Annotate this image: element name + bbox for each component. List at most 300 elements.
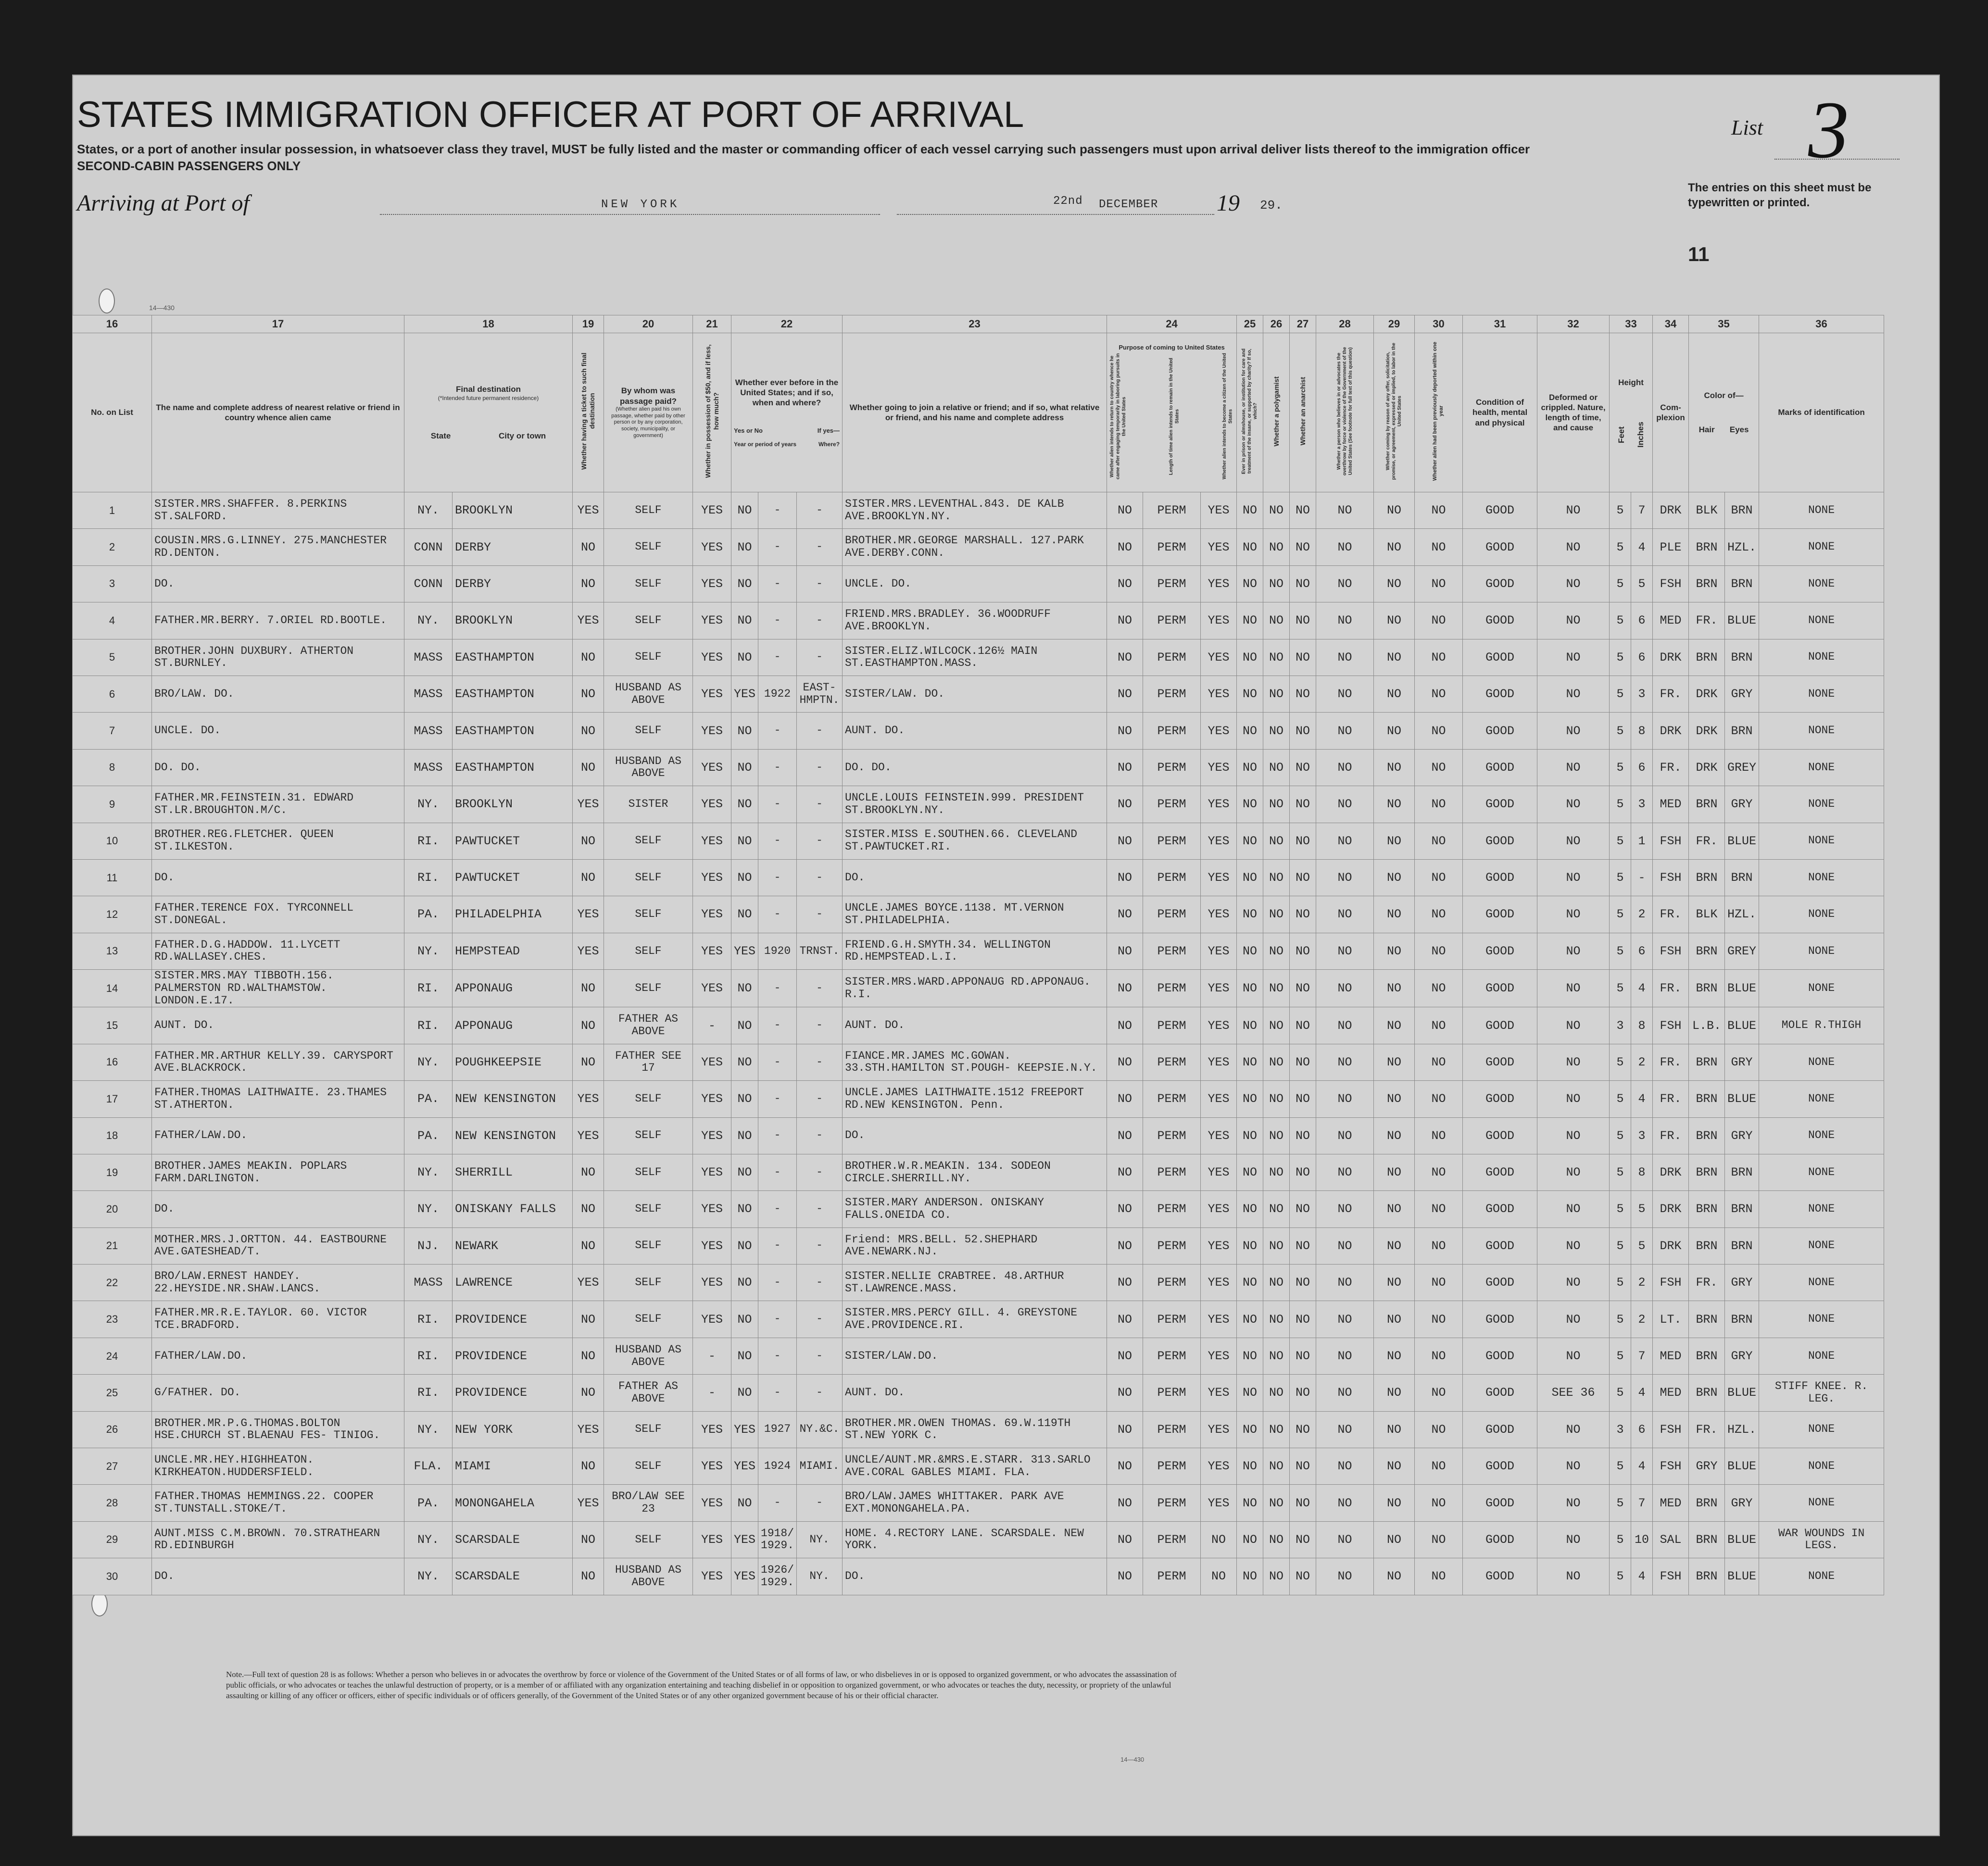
passenger-row bbox=[73, 859, 1884, 896]
cell-fifty: YES bbox=[693, 970, 731, 1007]
cell-hair: BRN bbox=[1689, 1375, 1725, 1411]
cell-hair: BRN bbox=[1689, 1558, 1725, 1595]
cell-where: - bbox=[797, 1044, 843, 1080]
header-nearest-relative: The name and complete address of nearest relative or friend in country whence alien came bbox=[152, 333, 404, 492]
cell-paid: SELF bbox=[604, 1411, 693, 1448]
form-title: STATES IMMIGRATION OFFICER AT PORT OF ARRIVAL bbox=[77, 94, 1024, 135]
header-height: Height Feet Inches bbox=[1610, 333, 1653, 492]
cell-anarchist: NO bbox=[1290, 896, 1316, 933]
cell-p-length: PERM bbox=[1143, 1411, 1201, 1448]
cell-health: GOOD bbox=[1463, 1448, 1537, 1485]
cell-paid: SELF bbox=[604, 970, 693, 1007]
cell-anarchist: NO bbox=[1290, 859, 1316, 896]
cell-marks: NONE bbox=[1759, 749, 1884, 786]
cell-q29: NO bbox=[1374, 1521, 1415, 1558]
cell-before: NO bbox=[731, 1375, 758, 1411]
cell-polygamist: NO bbox=[1263, 1227, 1290, 1264]
cell-q28: NO bbox=[1316, 970, 1374, 1007]
cell-relative: G/FATHER. DO. bbox=[152, 1375, 404, 1411]
cell-p-length: PERM bbox=[1143, 933, 1201, 969]
cell-paid: SELF bbox=[604, 1191, 693, 1227]
cell-p-length: PERM bbox=[1143, 529, 1201, 565]
cell-p-citizen: YES bbox=[1201, 713, 1237, 749]
cell-anarchist: NO bbox=[1290, 1117, 1316, 1154]
cell-q29: NO bbox=[1374, 1338, 1415, 1374]
cell-hair: BRN bbox=[1689, 859, 1725, 896]
cell-inches: 10 bbox=[1631, 1521, 1653, 1558]
cell-paid: FATHER SEE 17 bbox=[604, 1044, 693, 1080]
header-if-yes: If yes— bbox=[817, 427, 840, 435]
cell-q30: NO bbox=[1415, 859, 1463, 896]
cell-fifty: YES bbox=[693, 749, 731, 786]
passenger-row bbox=[73, 1411, 1884, 1448]
cell-hair: BRN bbox=[1689, 529, 1725, 565]
cell-deformed: NO bbox=[1537, 1044, 1610, 1080]
cell-feet: 5 bbox=[1610, 1485, 1631, 1521]
header-possession-50: Whether in possession of $50, and if less, how much? bbox=[693, 333, 731, 492]
cell-paid: FATHER AS ABOVE bbox=[604, 1007, 693, 1044]
cell-prison: NO bbox=[1237, 713, 1263, 749]
cell-fifty: YES bbox=[693, 786, 731, 823]
cell-p-length: PERM bbox=[1143, 1117, 1201, 1154]
cell-where: - bbox=[797, 1375, 843, 1411]
cell-ticket: NO bbox=[573, 1191, 604, 1227]
passenger-row bbox=[73, 1044, 1884, 1080]
cell-polygamist: NO bbox=[1263, 933, 1290, 969]
cell-hair: BRN bbox=[1689, 639, 1725, 676]
cell-relative: BRO/LAW.ERNEST HANDEY. 22.HEYSIDE.NR.SHAW.LANCS. bbox=[152, 1265, 404, 1301]
cell-q29: NO bbox=[1374, 1081, 1415, 1117]
cell-ticket: YES bbox=[573, 602, 604, 639]
cell-state: NY. bbox=[404, 933, 453, 969]
cell-marks: WAR WOUNDS IN LEGS. bbox=[1759, 1521, 1884, 1558]
cell-hair: GRY bbox=[1689, 1448, 1725, 1485]
column-number: 23 bbox=[843, 315, 1107, 333]
cell-polygamist: NO bbox=[1263, 859, 1290, 896]
cell-marks: NONE bbox=[1759, 1191, 1884, 1227]
final-destination-label: Final destination bbox=[455, 385, 521, 394]
cell-period: - bbox=[758, 1301, 797, 1338]
column-number: 32 bbox=[1537, 315, 1610, 333]
cell-no: 3 bbox=[73, 565, 152, 602]
cell-q28: NO bbox=[1316, 1117, 1374, 1154]
cell-state: PA. bbox=[404, 1485, 453, 1521]
cell-state: NY. bbox=[404, 1191, 453, 1227]
cell-prison: NO bbox=[1237, 1411, 1263, 1448]
cell-join: DO. DO. bbox=[843, 749, 1107, 786]
cell-deformed: NO bbox=[1537, 749, 1610, 786]
cell-p-length: PERM bbox=[1143, 676, 1201, 712]
header-ticket: Whether having a ticket to such final destination bbox=[573, 333, 604, 492]
cell-p-length: PERM bbox=[1143, 713, 1201, 749]
cell-before: NO bbox=[731, 786, 758, 823]
cell-paid: SELF bbox=[604, 1081, 693, 1117]
cell-q30: NO bbox=[1415, 1558, 1463, 1595]
passenger-class-note: SECOND-CABIN PASSENGERS ONLY bbox=[77, 159, 301, 173]
cell-complexion: FSH bbox=[1653, 565, 1689, 602]
cell-polygamist: NO bbox=[1263, 786, 1290, 823]
cell-where: - bbox=[797, 1081, 843, 1117]
cell-q30: NO bbox=[1415, 933, 1463, 969]
cell-prison: NO bbox=[1237, 1485, 1263, 1521]
cell-q30: NO bbox=[1415, 1301, 1463, 1338]
cell-before: NO bbox=[731, 896, 758, 933]
cell-inches: 3 bbox=[1631, 786, 1653, 823]
cell-inches: 5 bbox=[1631, 1227, 1653, 1264]
cell-p-citizen: YES bbox=[1201, 1191, 1237, 1227]
cell-join: BRO/LAW.JAMES WHITTAKER. PARK AVE EXT.MONONGAHELA.PA. bbox=[843, 1485, 1107, 1521]
cell-period: - bbox=[758, 1375, 797, 1411]
column-number: 16 bbox=[73, 315, 152, 333]
column-number: 26 bbox=[1263, 315, 1290, 333]
cell-ticket: NO bbox=[573, 713, 604, 749]
cell-period: - bbox=[758, 896, 797, 933]
cell-p-citizen: YES bbox=[1201, 970, 1237, 1007]
cell-deformed: NO bbox=[1537, 1448, 1610, 1485]
cell-fifty: YES bbox=[693, 859, 731, 896]
cell-q28: NO bbox=[1316, 639, 1374, 676]
cell-ticket: NO bbox=[573, 970, 604, 1007]
cell-q28: NO bbox=[1316, 1558, 1374, 1595]
form-instructions: States, or a port of another insular possession, in whatsoever class they travel, MUST be fully listed and the master or commanding officer of each vessel carrying such passengers must upon arrival deliver lists thereof to the immigration officer bbox=[77, 142, 1530, 156]
cell-polygamist: NO bbox=[1263, 529, 1290, 565]
column-number: 22 bbox=[731, 315, 843, 333]
cell-health: GOOD bbox=[1463, 1521, 1537, 1558]
cell-health: GOOD bbox=[1463, 859, 1537, 896]
cell-polygamist: NO bbox=[1263, 1558, 1290, 1595]
header-question-28: Whether a person who believes in or advocates the overthrow by force or violence of the Government of the United States (See footnote for full text of this question) bbox=[1316, 333, 1374, 492]
passenger-row bbox=[73, 1007, 1884, 1044]
cell-where: - bbox=[797, 1227, 843, 1264]
cell-period: - bbox=[758, 1265, 797, 1301]
cell-period: - bbox=[758, 1191, 797, 1227]
cell-period: 1918/ 1929. bbox=[758, 1521, 797, 1558]
cell-q29: NO bbox=[1374, 1007, 1415, 1044]
cell-deformed: NO bbox=[1537, 1521, 1610, 1558]
cell-marks: NONE bbox=[1759, 896, 1884, 933]
cell-anarchist: NO bbox=[1290, 1007, 1316, 1044]
cell-relative: BROTHER.REG.FLETCHER. QUEEN ST.ILKESTON. bbox=[152, 823, 404, 859]
cell-prison: NO bbox=[1237, 1227, 1263, 1264]
cell-feet: 5 bbox=[1610, 1301, 1631, 1338]
header-year-period: Year or period of years bbox=[734, 440, 797, 448]
header-passage-paid: By whom was passage paid? (Whether alien paid his own passage, whether paid by other person or by any corporation, society, municipality, or government) bbox=[604, 333, 693, 492]
cell-p-return: NO bbox=[1107, 823, 1143, 859]
cell-where: - bbox=[797, 1117, 843, 1154]
cell-period: - bbox=[758, 786, 797, 823]
cell-inches: 3 bbox=[1631, 676, 1653, 712]
cell-relative: FATHER.THOMAS HEMMINGS.22. COOPER ST.TUNSTALL.STOKE/T. bbox=[152, 1485, 404, 1521]
cell-p-length: PERM bbox=[1143, 1485, 1201, 1521]
cell-anarchist: NO bbox=[1290, 492, 1316, 529]
cell-health: GOOD bbox=[1463, 529, 1537, 565]
cell-fifty: YES bbox=[693, 1154, 731, 1190]
header-condition: Condition of health, mental and physical bbox=[1463, 333, 1537, 492]
cell-p-length: PERM bbox=[1143, 565, 1201, 602]
passenger-row bbox=[73, 1191, 1884, 1227]
cell-p-return: NO bbox=[1107, 1375, 1143, 1411]
cell-p-citizen: YES bbox=[1201, 1117, 1237, 1154]
cell-q30: NO bbox=[1415, 1375, 1463, 1411]
cell-deformed: NO bbox=[1537, 1227, 1610, 1264]
cell-no: 6 bbox=[73, 676, 152, 712]
cell-state: FLA. bbox=[404, 1448, 453, 1485]
cell-feet: 5 bbox=[1610, 1338, 1631, 1374]
cell-p-citizen: YES bbox=[1201, 749, 1237, 786]
cell-city: DERBY bbox=[453, 565, 573, 602]
cell-hair: FR. bbox=[1689, 1411, 1725, 1448]
cell-city: DERBY bbox=[453, 529, 573, 565]
cell-state: RI. bbox=[404, 970, 453, 1007]
cell-state: NY. bbox=[404, 1521, 453, 1558]
cell-period: - bbox=[758, 1485, 797, 1521]
passenger-rows bbox=[73, 492, 1884, 1595]
cell-relative: FATHER.MR.BERRY. 7.ORIEL RD.BOOTLE. bbox=[152, 602, 404, 639]
cell-prison: NO bbox=[1237, 1558, 1263, 1595]
cell-marks: NONE bbox=[1759, 1485, 1884, 1521]
cell-q29: NO bbox=[1374, 1375, 1415, 1411]
cell-deformed: NO bbox=[1537, 1007, 1610, 1044]
cell-health: GOOD bbox=[1463, 933, 1537, 969]
cell-no: 13 bbox=[73, 933, 152, 969]
cell-before: NO bbox=[731, 529, 758, 565]
year-prefix: 19 bbox=[1217, 190, 1240, 216]
cell-complexion: FR. bbox=[1653, 896, 1689, 933]
cell-hair: BRN bbox=[1689, 1191, 1725, 1227]
port-value: NEW YORK bbox=[601, 198, 680, 211]
cell-marks: NONE bbox=[1759, 565, 1884, 602]
cell-q28: NO bbox=[1316, 1485, 1374, 1521]
header-complexion: Com-plexion bbox=[1653, 333, 1689, 492]
cell-prison: NO bbox=[1237, 1007, 1263, 1044]
sheet-number: 11 bbox=[1688, 243, 1710, 265]
cell-city: MONONGAHELA bbox=[453, 1485, 573, 1521]
cell-paid: SELF bbox=[604, 1448, 693, 1485]
cell-where: - bbox=[797, 565, 843, 602]
cell-deformed: SEE 36 bbox=[1537, 1375, 1610, 1411]
cell-no: 24 bbox=[73, 1338, 152, 1374]
header-polygamist: Whether a polygamist bbox=[1263, 333, 1290, 492]
cell-q28: NO bbox=[1316, 676, 1374, 712]
cell-period: - bbox=[758, 1007, 797, 1044]
cell-p-citizen: YES bbox=[1201, 639, 1237, 676]
cell-hair: DRK bbox=[1689, 749, 1725, 786]
cell-feet: 5 bbox=[1610, 529, 1631, 565]
cell-q29: NO bbox=[1374, 639, 1415, 676]
passenger-row bbox=[73, 1485, 1884, 1521]
cell-feet: 5 bbox=[1610, 1044, 1631, 1080]
cell-prison: NO bbox=[1237, 602, 1263, 639]
cell-feet: 5 bbox=[1610, 676, 1631, 712]
cell-complexion: MED bbox=[1653, 1375, 1689, 1411]
cell-city: NEW KENSINGTON bbox=[453, 1081, 573, 1117]
cell-p-return: NO bbox=[1107, 970, 1143, 1007]
cell-complexion: MED bbox=[1653, 602, 1689, 639]
cell-join: UNCLE.JAMES BOYCE.1138. MT.VERNON ST.PHILADELPHIA. bbox=[843, 896, 1107, 933]
cell-paid: SELF bbox=[604, 1521, 693, 1558]
cell-paid: SELF bbox=[604, 1117, 693, 1154]
cell-polygamist: NO bbox=[1263, 1117, 1290, 1154]
cell-city: PAWTUCKET bbox=[453, 859, 573, 896]
cell-q29: NO bbox=[1374, 896, 1415, 933]
cell-ticket: YES bbox=[573, 896, 604, 933]
cell-marks: NONE bbox=[1759, 1117, 1884, 1154]
cell-period: - bbox=[758, 1044, 797, 1080]
cell-state: RI. bbox=[404, 1338, 453, 1374]
cell-inches: 8 bbox=[1631, 713, 1653, 749]
passenger-row bbox=[73, 565, 1884, 602]
passenger-row bbox=[73, 1558, 1884, 1595]
cell-prison: NO bbox=[1237, 1521, 1263, 1558]
cell-p-return: NO bbox=[1107, 1558, 1143, 1595]
cell-polygamist: NO bbox=[1263, 713, 1290, 749]
cell-p-return: NO bbox=[1107, 933, 1143, 969]
cell-where: MIAMI. bbox=[797, 1448, 843, 1485]
cell-eyes: HZL. bbox=[1725, 896, 1759, 933]
cell-fifty: - bbox=[693, 1338, 731, 1374]
cell-p-return: NO bbox=[1107, 565, 1143, 602]
cell-hair: BLK bbox=[1689, 492, 1725, 529]
cell-feet: 5 bbox=[1610, 823, 1631, 859]
cell-relative: DO. bbox=[152, 859, 404, 896]
cell-hair: BRN bbox=[1689, 1154, 1725, 1190]
cell-q29: NO bbox=[1374, 1227, 1415, 1264]
cell-city: LAWRENCE bbox=[453, 1265, 573, 1301]
cell-p-length: PERM bbox=[1143, 1265, 1201, 1301]
column-number: 36 bbox=[1759, 315, 1884, 333]
cell-marks: NONE bbox=[1759, 823, 1884, 859]
cell-fifty: YES bbox=[693, 529, 731, 565]
cell-fifty: YES bbox=[693, 823, 731, 859]
passenger-row bbox=[73, 1375, 1884, 1411]
cell-polygamist: NO bbox=[1263, 1007, 1290, 1044]
cell-paid: SELF bbox=[604, 1301, 693, 1338]
cell-city: APPONAUG bbox=[453, 1007, 573, 1044]
cell-where: - bbox=[797, 786, 843, 823]
column-number: 25 bbox=[1237, 315, 1263, 333]
cell-marks: NONE bbox=[1759, 1338, 1884, 1374]
cell-paid: HUSBAND AS ABOVE bbox=[604, 1558, 693, 1595]
cell-state: NY. bbox=[404, 1154, 453, 1190]
cell-inches: 8 bbox=[1631, 1007, 1653, 1044]
cell-period: - bbox=[758, 565, 797, 602]
cell-p-return: NO bbox=[1107, 1411, 1143, 1448]
cell-feet: 5 bbox=[1610, 859, 1631, 896]
cell-p-citizen: YES bbox=[1201, 1265, 1237, 1301]
cell-before: NO bbox=[731, 1081, 758, 1117]
cell-before: NO bbox=[731, 859, 758, 896]
passenger-row bbox=[73, 933, 1884, 969]
cell-paid: SELF bbox=[604, 1154, 693, 1190]
cell-p-return: NO bbox=[1107, 1448, 1143, 1485]
cell-feet: 5 bbox=[1610, 565, 1631, 602]
cell-before: NO bbox=[731, 1154, 758, 1190]
cell-health: GOOD bbox=[1463, 565, 1537, 602]
cell-anarchist: NO bbox=[1290, 1448, 1316, 1485]
cell-q29: NO bbox=[1374, 713, 1415, 749]
cell-relative: COUSIN.MRS.G.LINNEY. 275.MANCHESTER RD.DENTON. bbox=[152, 529, 404, 565]
cell-q30: NO bbox=[1415, 565, 1463, 602]
cell-state: NJ. bbox=[404, 1227, 453, 1264]
cell-deformed: NO bbox=[1537, 896, 1610, 933]
cell-health: GOOD bbox=[1463, 786, 1537, 823]
cell-marks: NONE bbox=[1759, 492, 1884, 529]
cell-p-citizen: YES bbox=[1201, 823, 1237, 859]
cell-q28: NO bbox=[1316, 823, 1374, 859]
cell-before: NO bbox=[731, 1117, 758, 1154]
cell-health: GOOD bbox=[1463, 639, 1537, 676]
cell-hair: BRN bbox=[1689, 1301, 1725, 1338]
cell-prison: NO bbox=[1237, 1375, 1263, 1411]
cell-p-length: PERM bbox=[1143, 1338, 1201, 1374]
cell-hair: DRK bbox=[1689, 676, 1725, 712]
header-inches: Inches bbox=[1636, 421, 1645, 448]
cell-deformed: NO bbox=[1537, 529, 1610, 565]
cell-inches: 4 bbox=[1631, 1081, 1653, 1117]
cell-inches: 6 bbox=[1631, 933, 1653, 969]
cell-city: PROVIDENCE bbox=[453, 1301, 573, 1338]
cell-fifty: YES bbox=[693, 1191, 731, 1227]
cell-ticket: NO bbox=[573, 1558, 604, 1595]
form-code: 14—430 bbox=[149, 304, 175, 312]
cell-fifty: YES bbox=[693, 1044, 731, 1080]
cell-deformed: NO bbox=[1537, 970, 1610, 1007]
cell-join: FIANCE.MR.JAMES MC.GOWAN. 33.STH.HAMILTON ST.POUGH- KEEPSIE.N.Y. bbox=[843, 1044, 1107, 1080]
cell-p-citizen: YES bbox=[1201, 786, 1237, 823]
cell-join: UNCLE.JAMES LAITHWAITE.1512 FREEPORT RD.NEW KENSINGTON. Penn. bbox=[843, 1081, 1107, 1117]
cell-fifty: YES bbox=[693, 1485, 731, 1521]
cell-ticket: NO bbox=[573, 1448, 604, 1485]
passenger-row bbox=[73, 1117, 1884, 1154]
cell-health: GOOD bbox=[1463, 1007, 1537, 1044]
cell-health: GOOD bbox=[1463, 1411, 1537, 1448]
cell-join: DO. bbox=[843, 1558, 1107, 1595]
cell-q28: NO bbox=[1316, 1154, 1374, 1190]
cell-no: 16 bbox=[73, 1044, 152, 1080]
cell-health: GOOD bbox=[1463, 1191, 1537, 1227]
cell-p-return: NO bbox=[1107, 1338, 1143, 1374]
cell-eyes: HZL. bbox=[1725, 529, 1759, 565]
cell-hair: FR. bbox=[1689, 823, 1725, 859]
cell-period: - bbox=[758, 492, 797, 529]
cell-inches: 2 bbox=[1631, 1301, 1653, 1338]
cell-join: SISTER.ELIZ.WILCOCK.126½ MAIN ST.EASTHAMPTON.MASS. bbox=[843, 639, 1107, 676]
cell-q28: NO bbox=[1316, 933, 1374, 969]
cell-city: PHILADELPHIA bbox=[453, 896, 573, 933]
cell-p-return: NO bbox=[1107, 1191, 1143, 1227]
cell-q28: NO bbox=[1316, 713, 1374, 749]
cell-period: - bbox=[758, 1338, 797, 1374]
cell-p-return: NO bbox=[1107, 1007, 1143, 1044]
cell-city: EASTHAMPTON bbox=[453, 676, 573, 712]
cell-eyes: BLUE bbox=[1725, 1448, 1759, 1485]
cell-relative: DO. bbox=[152, 565, 404, 602]
cell-fifty: YES bbox=[693, 676, 731, 712]
cell-p-length: PERM bbox=[1143, 1375, 1201, 1411]
cell-q29: NO bbox=[1374, 933, 1415, 969]
cell-q29: NO bbox=[1374, 1411, 1415, 1448]
cell-complexion: PLE bbox=[1653, 529, 1689, 565]
cell-where: NY. bbox=[797, 1521, 843, 1558]
cell-where: - bbox=[797, 713, 843, 749]
passenger-row bbox=[73, 1338, 1884, 1374]
cell-fifty: YES bbox=[693, 1117, 731, 1154]
cell-prison: NO bbox=[1237, 492, 1263, 529]
cell-p-return: NO bbox=[1107, 1265, 1143, 1301]
cell-feet: 5 bbox=[1610, 713, 1631, 749]
cell-deformed: NO bbox=[1537, 1081, 1610, 1117]
cell-period: 1927 bbox=[758, 1411, 797, 1448]
